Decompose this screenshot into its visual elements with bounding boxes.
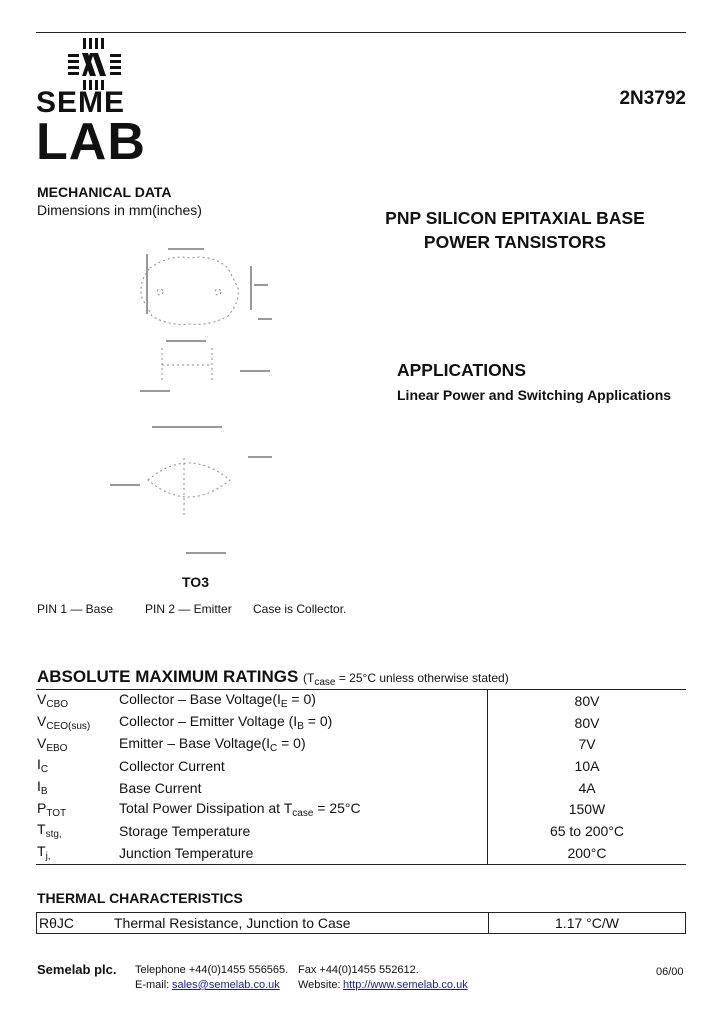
- rating-description: [119, 777, 488, 799]
- symbol-letter: V: [37, 691, 47, 708]
- condition-text: = 25°C unless otherwise stated): [335, 671, 509, 685]
- rating-value: 7V: [488, 733, 687, 755]
- footer-date: 06/00: [656, 966, 684, 978]
- rating-value: 10A: [488, 755, 687, 777]
- footer-website-label: Website:: [298, 979, 341, 991]
- thermal-value: 1.17 °C/W: [489, 913, 686, 934]
- email-link[interactable]: sales@semelab.co.uk: [172, 979, 280, 991]
- rating-symbol: [36, 798, 119, 820]
- thermal-symbol: RθJC: [37, 913, 115, 934]
- table-row: [36, 755, 686, 777]
- thermal-description: Thermal Resistance, Junction to Case: [114, 913, 489, 934]
- rating-description: [119, 690, 488, 712]
- description-text: Storage Temperature: [119, 822, 251, 839]
- part-number: 2N3792: [619, 88, 686, 109]
- footer-fax: Fax +44(0)1455 552612.: [298, 964, 419, 976]
- rating-description: [119, 733, 488, 755]
- applications-text: Linear Power and Switching Applications: [397, 387, 672, 403]
- symbol-subscript: C: [40, 764, 49, 776]
- pin-1-label: PIN 1 — Base: [37, 602, 114, 616]
- rating-symbol: [36, 712, 119, 734]
- symbol-letter: T: [37, 821, 46, 838]
- description-tail: = 0): [277, 734, 306, 751]
- absolute-maximum-ratings-title: [37, 667, 509, 688]
- semelab-logo: [36, 36, 158, 171]
- applications-title: APPLICATIONS: [397, 360, 526, 380]
- rating-symbol: [36, 777, 119, 799]
- table-row: [36, 712, 686, 734]
- company-name: Semelab plc.: [37, 962, 117, 977]
- symbol-letter: V: [37, 734, 47, 751]
- to3-outline-drawing: [100, 240, 300, 570]
- description-text: Total Power Dissipation at T: [119, 799, 293, 816]
- rating-description: [119, 712, 488, 734]
- rating-description: [119, 798, 488, 820]
- symbol-subscript: CBO: [46, 699, 69, 711]
- symbol-subscript: EBO: [46, 742, 68, 754]
- case-label: Case is Collector.: [253, 602, 347, 616]
- symbol-letter: T: [37, 843, 46, 860]
- rating-symbol: [36, 733, 119, 755]
- rating-value: 150W: [488, 798, 687, 820]
- website-link[interactable]: http://www.semelab.co.uk: [343, 979, 468, 991]
- mechanical-data-subtitle: Dimensions in mm(inches): [37, 202, 202, 218]
- symbol-subscript: j,: [45, 851, 51, 863]
- symbol-letter: P: [37, 799, 47, 816]
- rating-description: [119, 842, 488, 864]
- table-row: [37, 913, 686, 934]
- pin-2-label: PIN 2 — Emitter: [145, 602, 232, 616]
- rating-symbol: [36, 690, 119, 712]
- table-row: [36, 798, 686, 820]
- description-text: Collector – Base Voltage(I: [119, 691, 281, 708]
- description-tail: = 0): [287, 691, 316, 708]
- rating-symbol: [36, 820, 119, 842]
- description-subscript: B: [297, 721, 304, 733]
- thermal-table: [36, 912, 686, 934]
- table-row: [36, 777, 686, 799]
- description-tail: = 25°C: [313, 799, 361, 816]
- footer-telephone: Telephone +44(0)1455 556565.: [135, 964, 289, 976]
- symbol-letter: I: [37, 778, 41, 795]
- rating-description: [119, 755, 488, 777]
- rating-description: [119, 820, 488, 842]
- table-row: [36, 690, 686, 712]
- ratings-condition: ($T_{case} = 25^\circ C$ unless otherwise stated): [303, 671, 509, 688]
- description-subscript: C: [269, 742, 278, 754]
- mechanical-data-title: MECHANICAL DATA: [37, 184, 172, 200]
- symbol-subscript: stg,: [45, 829, 62, 841]
- description-subscript: case: [292, 807, 314, 819]
- logo-text-seme: SEME: [36, 86, 126, 119]
- table-row: [36, 842, 686, 864]
- rating-symbol: [36, 842, 119, 864]
- headline-line-2: POWER TANSISTORS: [423, 232, 607, 252]
- description-tail: = 0): [303, 713, 333, 730]
- ratings-table: [36, 689, 686, 865]
- headline-line-1: PNP SILICON EPITAXIAL BASE: [385, 208, 645, 228]
- symbol-subscript: TOT: [46, 807, 67, 819]
- description-text: Collector Current: [119, 757, 225, 774]
- top-rule: [36, 32, 686, 33]
- ratings-heading: ABSOLUTE MAXIMUM RATINGS: [37, 667, 299, 686]
- symbol-letter: I: [37, 756, 41, 773]
- symbol-letter: V: [37, 713, 47, 730]
- condition-subscript: case: [314, 677, 336, 688]
- footer-company: [37, 962, 116, 977]
- table-row: [36, 820, 686, 842]
- rating-symbol: [36, 755, 119, 777]
- symbol-subscript: CEO(sus): [46, 721, 91, 733]
- description-text: Emitter – Base Voltage(I: [119, 734, 270, 751]
- rating-value: 80V: [488, 690, 687, 712]
- package-drawing: [100, 240, 300, 570]
- logo-text-lab: LAB: [36, 113, 146, 171]
- description-text: Junction Temperature: [119, 844, 254, 861]
- footer-email-label: E-mail:: [135, 979, 170, 991]
- package-name: TO3: [182, 574, 209, 590]
- rating-value: 200°C: [488, 842, 687, 864]
- rating-value: 65 to 200°C: [488, 820, 687, 842]
- condition-symbol: T: [307, 671, 315, 685]
- symbol-subscript: B: [40, 786, 48, 798]
- product-headline: [360, 206, 670, 254]
- rating-value: 4A: [488, 777, 687, 799]
- description-text: Collector – Emitter Voltage (I: [119, 713, 298, 730]
- rating-value: 80V: [488, 712, 687, 734]
- table-row: [36, 733, 686, 755]
- thermal-characteristics-title: THERMAL CHARACTERISTICS: [37, 890, 243, 906]
- description-text: Base Current: [119, 779, 202, 796]
- description-subscript: E: [280, 699, 288, 711]
